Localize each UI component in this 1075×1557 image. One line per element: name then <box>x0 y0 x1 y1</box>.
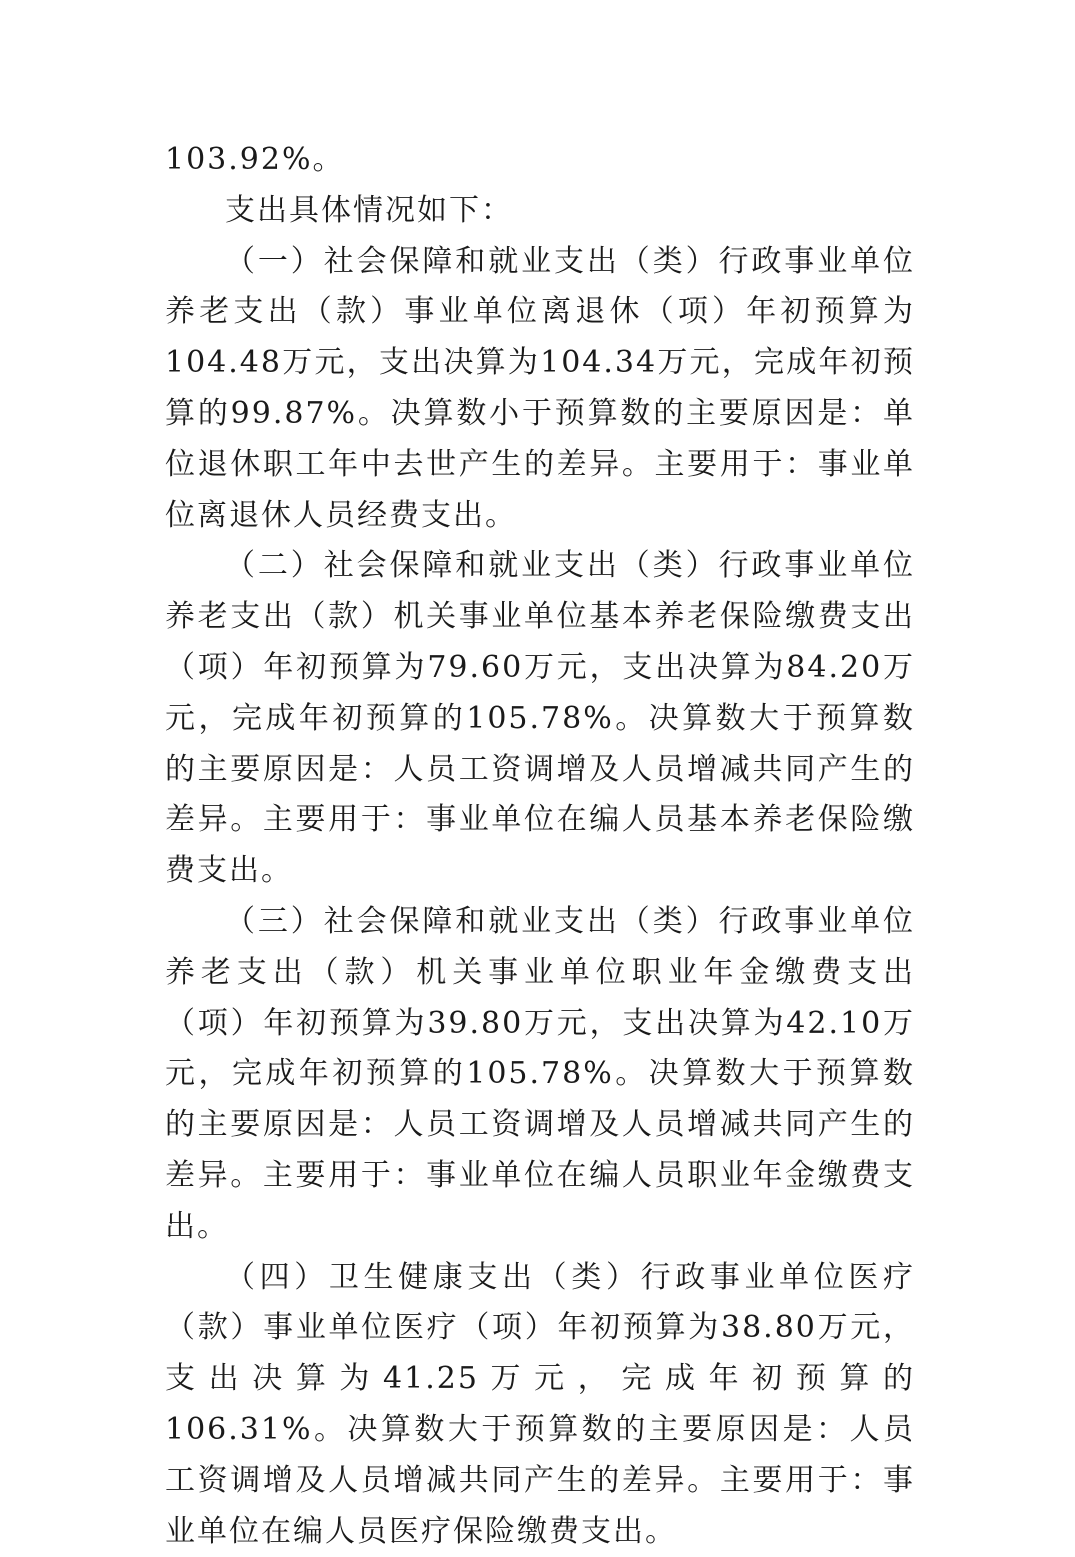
paragraph-continuation: 103.92%。 <box>165 142 345 177</box>
paragraph-expenditure-intro: 支出具体情况如下： <box>225 192 513 228</box>
paragraph-item-2-pension-insurance: （二）社会保障和就业支出（类）行政事业单位养老支出（款）机关事业单位基本养老保险缴费支出（项）年初预算为79.60万元，支出决算为84.20万元，完成年初预算的105.78%。决算数大于预算数的主要原因是：人员工资调增及人员增减共同产生的差异。主要用于：事业单位在编人员基本养老保险缴费支出。 <box>165 548 915 889</box>
paragraph-item-1-retirement: （一）社会保障和就业支出（类）行政事业单位养老支出（款）事业单位离退休（项）年初预算为104.48万元，支出决算为104.34万元，完成年初预算的99.87%。决算数小于预算数的主要原因是：单位退休职工年中去世产生的差异。主要用于：事业单位离退休人员经费支出。 <box>165 243 915 533</box>
paragraph-item-4-medical: （四）卫生健康支出（类）行政事业单位医疗（款）事业单位医疗（项）年初预算为38.80万元，支出决算为41.25万元，完成年初预算的106.31%。决算数大于预算数的主要原因是：人员工资调增及人员增减共同产生的差异。主要用于：事业单位在编人员医疗保险缴费支出。 <box>165 1259 915 1549</box>
paragraph-item-3-occupational-annuity: （三）社会保障和就业支出（类）行政事业单位养老支出（款）机关事业单位职业年金缴费支出（项）年初预算为39.80万元，支出决算为42.10万元，完成年初预算的105.78%。决算数大于预算数的主要原因是：人员工资调增及人员增减共同产生的差异。主要用于：事业单位在编人员职业年金缴费支出。 <box>165 903 915 1244</box>
body-text <box>165 135 915 1557</box>
